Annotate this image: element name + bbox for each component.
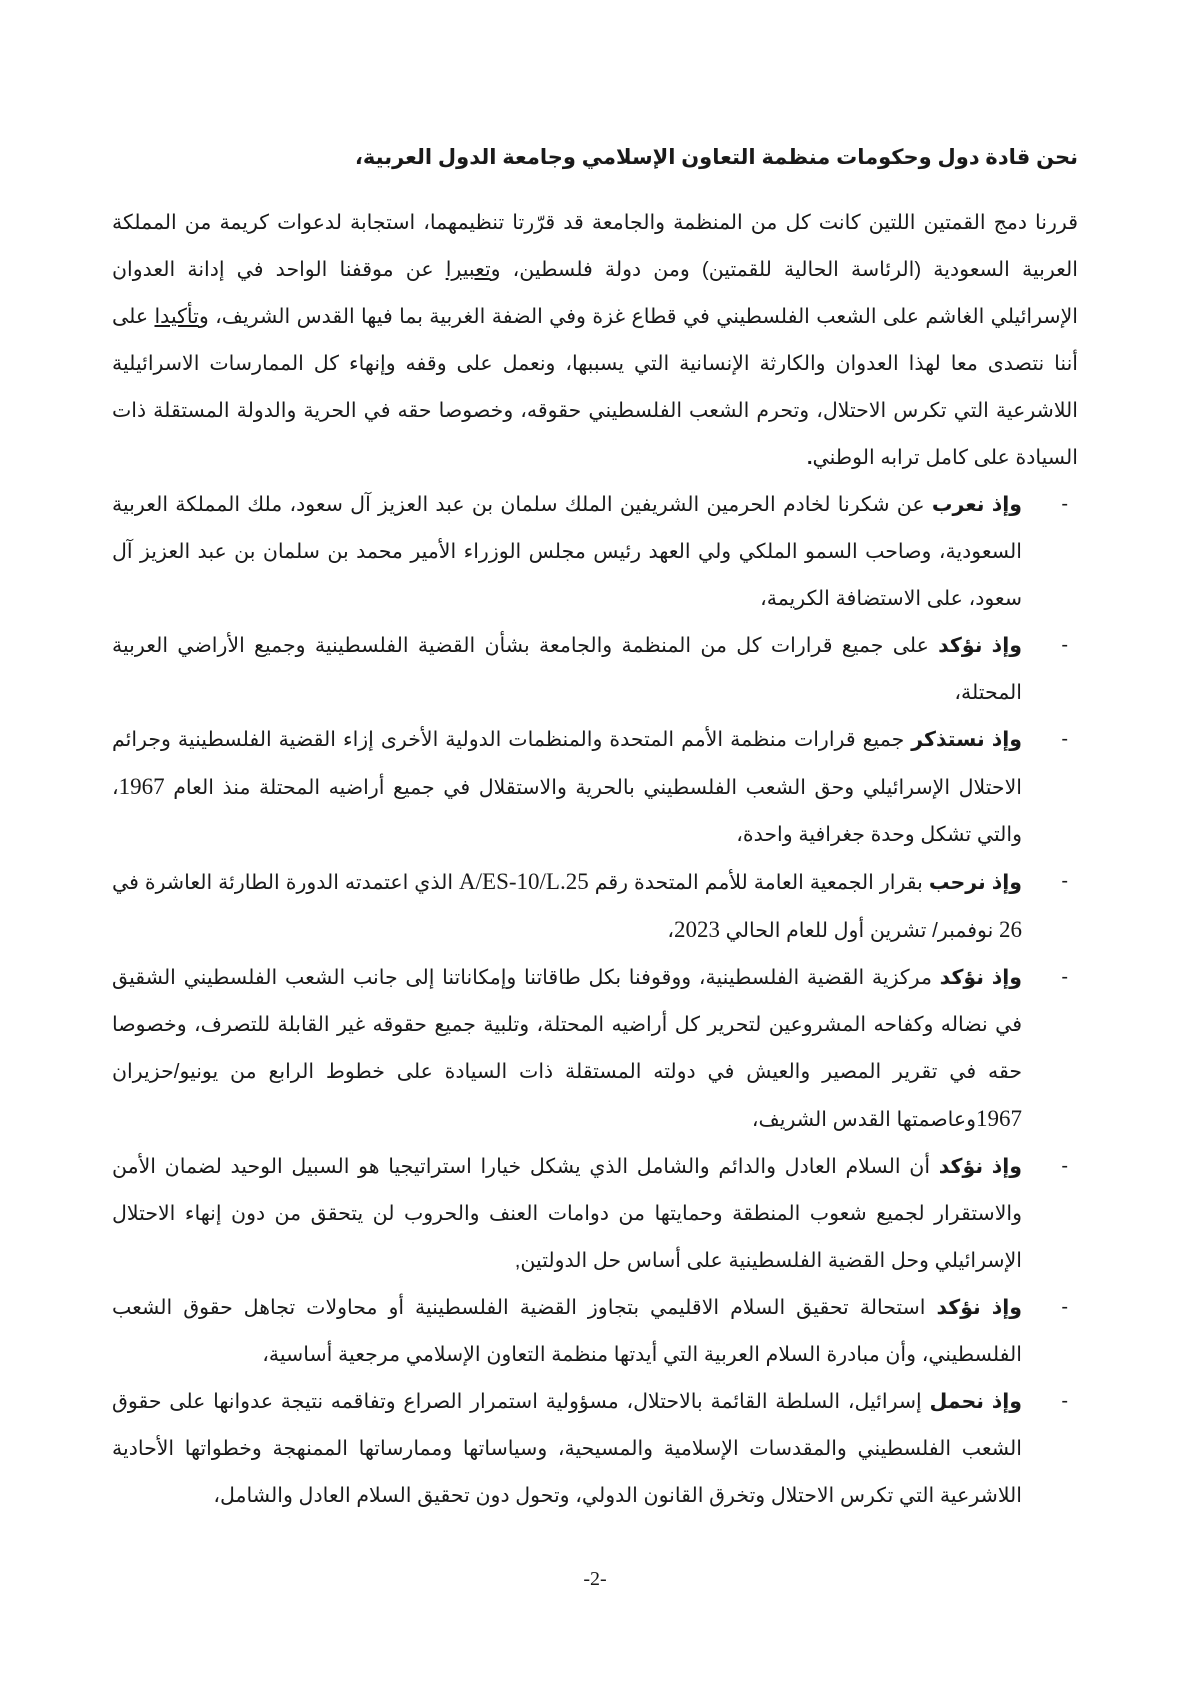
- clause-text: وعاصمتها القدس الشريف،: [751, 1108, 976, 1131]
- clause-dash: -: [1061, 966, 1068, 988]
- clause-dash: -: [1061, 493, 1068, 515]
- clause-dash: -: [1061, 634, 1068, 656]
- clause-item: [112, 1284, 1078, 1378]
- clause-item: [112, 716, 1078, 858]
- clause-number: 26: [999, 917, 1022, 942]
- intro-underlined-2: تأكيدا: [154, 305, 199, 328]
- intro-text-2: عن موقفنا الواحد في إدانة العدوان الإسرائيلي الغاشم على الشعب الفلسطيني في قطاع غزة وفي الضفة الغربية بما فيها القدس الشريف، و: [112, 258, 1078, 328]
- clause-dash: -: [1061, 870, 1068, 892]
- clause-item: [112, 481, 1078, 622]
- clause-text: إسرائيل، السلطة القائمة بالاحتلال، مسؤولية استمرار الصراع وتفاقمه نتيجة عدوانها على حقوق الشعب الفلسطيني والمقدسات الإسلامية والمسيحية، وسياساتها وممارساتها الممنهجة وخطواتها الأحادية اللاشرعية التي تكرس الاحتلال وتخرق القانون الدولي، وتحول دون تحقيق السلام العادل والشامل،: [112, 1390, 1022, 1507]
- clause-text: الذي اعتمدته الدورة الطارئة العاشرة في: [112, 871, 460, 894]
- clause-lead: وإذ نؤكد: [938, 634, 1022, 657]
- page-number: -2-: [583, 1568, 607, 1590]
- intro-text-3: على أننا نتصدى معا لهذا العدوان والكارثة الإنسانية التي يسببها، ونعمل على وقفه وإنهاء كل الممارسات الاسرائيلية اللاشرعية التي تكرس الاحتلال، وتحرم الشعب الفلسطيني حقوقه، وخصوصا حقه في الحرية والدولة المستقلة ذات السيادة على كامل ترابه الوطني: [112, 305, 1078, 469]
- clause-lead: وإذ نرحب: [928, 871, 1022, 894]
- clause-list: [112, 481, 1078, 1519]
- clause-lead: وإذ نعرب: [931, 493, 1022, 516]
- clause-text: بقرار الجمعية العامة للأمم المتحدة رقم: [588, 871, 929, 894]
- intro-underlined-1: تعبيرا: [445, 258, 491, 281]
- clause-number: 1967: [976, 1106, 1022, 1131]
- clause-text: عن شكرنا لخادم الحرمين الشريفين الملك سلمان بن عبد العزيز آل سعود، ملك المملكة العربية السعودية، وصاحب السمو الملكي ولي العهد رئيس مجلس الوزراء الأمير محمد بن سلمان بن عبد العزيز آل سعود، على الاستضافة الكريمة،: [112, 493, 1022, 610]
- clause-text: ،: [667, 919, 674, 942]
- document-heading: نحن قادة دول وحكومات منظمة التعاون الإسلامي وجامعة الدول العربية،: [354, 146, 1078, 169]
- clause-number: 1967: [118, 774, 165, 799]
- clause-text: مركزية القضية الفلسطينية، ووقوفنا بكل طاقاتنا وإمكاناتنا إلى جانب الشعب الفلسطيني الشقيق في نضاله وكفاحه المشروعين لتحرير كل أراضيه المحتلة، وتلبية جميع حقوقه غير القابلة للتصرف، وخصوصا حقه في تقرير المصير والعيش في دولته المستقلة ذات السيادة على خطوط الرابع من يونيو/حزيران: [112, 966, 1022, 1083]
- clause-text: استحالة تحقيق السلام الاقليمي بتجاوز القضية الفلسطينية أو محاولات تجاهل حقوق الشعب الفلسطيني، وأن مبادرة السلام العربية التي أيدتها منظمة التعاون الإسلامي مرجعية أساسية،: [112, 1296, 1022, 1366]
- clause-lead: وإذ نؤكد: [939, 966, 1022, 989]
- clause-item: [112, 858, 1078, 954]
- clause-dash: -: [1061, 1155, 1068, 1177]
- clause-item: [112, 622, 1078, 716]
- intro-end-mark: .: [806, 446, 813, 469]
- clause-text: نوفمبر/ تشرين أول للعام الحالي: [719, 919, 999, 942]
- clause-dash: -: [1061, 728, 1068, 750]
- clause-lead: وإذ نستذكر: [911, 728, 1022, 751]
- clause-lead: وإذ نؤكد: [936, 1296, 1022, 1319]
- clause-dash: -: [1061, 1390, 1068, 1412]
- clause-lead: وإذ نحمل: [929, 1390, 1023, 1413]
- clause-item: [112, 1143, 1078, 1284]
- clause-text: ، والتي تشكل وحدة جغرافية واحدة،: [112, 776, 1022, 846]
- clause-number: 2023: [673, 917, 720, 942]
- clause-item: [112, 954, 1078, 1143]
- clause-lead: وإذ نؤكد: [938, 1155, 1022, 1178]
- clause-item: [112, 1378, 1078, 1519]
- clause-text: أن السلام العادل والدائم والشامل الذي يشكل خيارا استراتيجيا هو السبيل الوحيد لضمان الأمن والاستقرار لجميع شعوب المنطقة وحمايتها من دوامات العنف والحروب لن يتحقق من دون إنهاء الاحتلال الإسرائيلي وحل القضية الفلسطينية على أساس حل الدولتين,: [112, 1155, 1022, 1272]
- resolution-code: A/ES-10/L.25: [459, 869, 589, 894]
- clause-text: على جميع قرارات كل من المنظمة والجامعة بشأن القضية الفلسطينية وجميع الأراضي العربية المحتلة،: [112, 634, 1022, 704]
- clause-text: جميع قرارات منظمة الأمم المتحدة والمنظمات الدولية الأخرى إزاء القضية الفلسطينية وجرائم الاحتلال الإسرائيلي وحق الشعب الفلسطيني بالحرية والاستقلال في جميع أراضيه المحتلة منذ العام: [112, 728, 1022, 799]
- clause-dash: -: [1061, 1296, 1068, 1318]
- intro-text-1: قررنا دمج القمتين اللتين كانت كل من المنظمة والجامعة قد قرّرتا تنظيمهما، استجابة لدعوات كريمة من المملكة العربية السعودية (الرئاسة الحالية للقمتين) ومن دولة فلسطين، و: [112, 211, 1078, 281]
- intro-paragraph: [112, 199, 1078, 481]
